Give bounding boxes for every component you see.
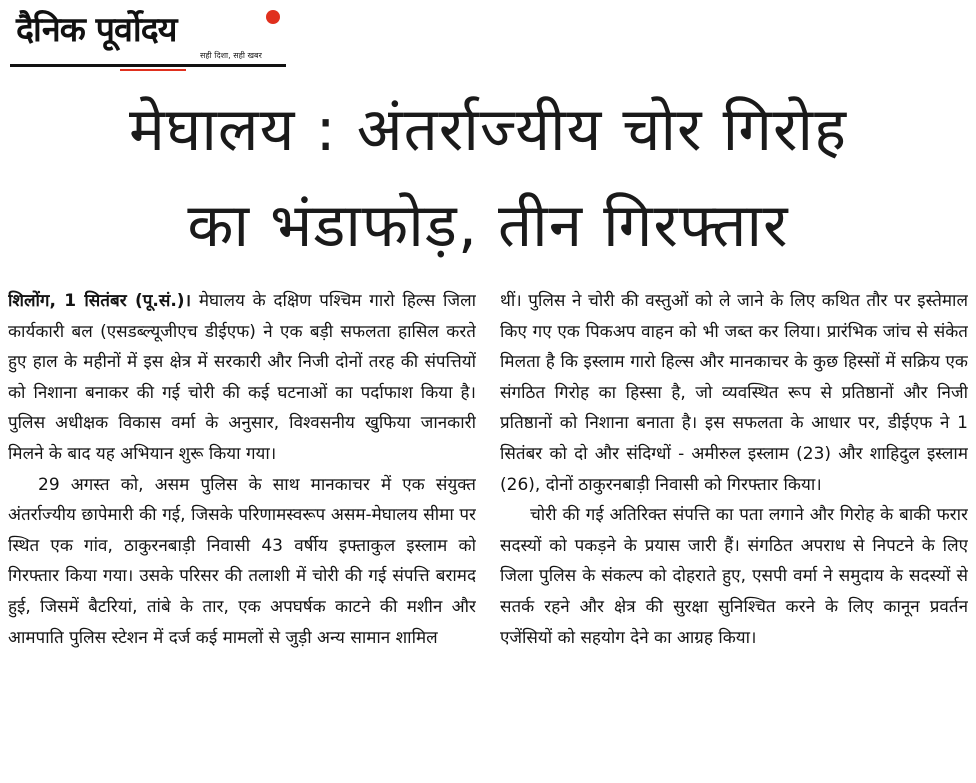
headline-line-1: मेघालय : अंतर्राज्यीय चोर गिरोह [129,95,847,165]
headline-line-2: का भंडाफोड़, तीन गिरफ्तार [187,191,789,261]
article-headline [0,82,976,274]
masthead-accent-rule [120,69,186,71]
paragraph: चोरी की गई अतिरिक्त संपत्ति का पता लगाने और गिरोह के बाकी फरार सदस्यों को पकड़ने के प्रयास जारी हैं। संगठित अपराध से निपटने के लिए जिला पुलिस के संकल्प को दोहराते हुए, एसपी वर्मा ने समुदाय के सदस्यों से सतर्क रहने और क्षेत्र की सुरक्षा सुनिश्चित करने के लिए कानून प्रवर्तन एजेंसियों को सहयोग देने का आग्रह किया। [500,505,968,648]
paragraph-text: मेघालय के दक्षिण पश्चिम गारो हिल्स जिला कार्यकारी बल (एसडब्ल्यूजीएच डीईएफ) ने एक बड़ी सफलता हासिल करते हुए हाल के महीनों में इस क्षेत्र में सरकारी और निजी दोनों तरह की संपत्तियों को निशाना बनाकर की गई चोरी की कई घटनाओं का पर्दाफाश किया है। पुलिस अधीक्षक विकास वर्मा के अनुसार, विश्वसनीय खुफिया जानकारी मिलने के बाद यह अभियान शुरू किया गया। [8,291,476,464]
paragraph: 29 अगस्त को, असम पुलिस के साथ मानकाचर में एक संयुक्त अंतर्राज्यीय छापेमारी की गई, जिसके परिणामस्वरूप असम-मेघालय सीमा पर स्थित एक गांव, ठाकुरनबाड़ी निवासी 43 वर्षीय इफ्ताकुल इस्लाम को गिरफ्तार किया गया। उसके परिसर की तलाशी में चोरी की गई संपत्ति बरामद हुई, जिसमें बैटरियां, तांबे के तार, एक अपघर्षक काटने की मशीन और आमपाति पुलिस स्टेशन में दर्ज कई मामलों से जुड़ी अन्य सामान शामिल [8,474,476,648]
newspaper-name: दैनिक पूर्वोदय [16,10,177,50]
masthead-tagline: सही दिशा, सही खबर [200,51,262,60]
masthead-rule [10,64,286,67]
dateline: शिलोंग, 1 सितंबर (पू.सं.)। [8,291,192,311]
masthead [10,6,286,72]
paragraph [8,286,476,470]
article-column-right [500,286,968,783]
paragraph: थीं। पुलिस ने चोरी की वस्तुओं को ले जाने के लिए कथित तौर पर इस्तेमाल किए गए एक पिकअप वाहन को भी जब्त कर लिया। प्रारंभिक जांच से संकेत मिलता है कि इस्लाम गारो हिल्स और मानकाचर के कुछ हिस्सों में सक्रिय एक संगठित गिरोह का हिस्सा है, जो व्यवस्थित रूप से प्रतिष्ठानों और निजी प्रतिष्ठानों को निशाना बनाता है। इस सफलता के आधार पर, डीईएफ ने 1 सितंबर को दो और संदिग्धों - अमीरुल इस्लाम (23) और शाहिदुल इस्लाम (26), दोनों ठाकुरनबाड़ी निवासी को गिरफ्तार किया। [500,291,968,495]
article-column-left [8,286,476,783]
logo-dot-icon [266,10,280,24]
